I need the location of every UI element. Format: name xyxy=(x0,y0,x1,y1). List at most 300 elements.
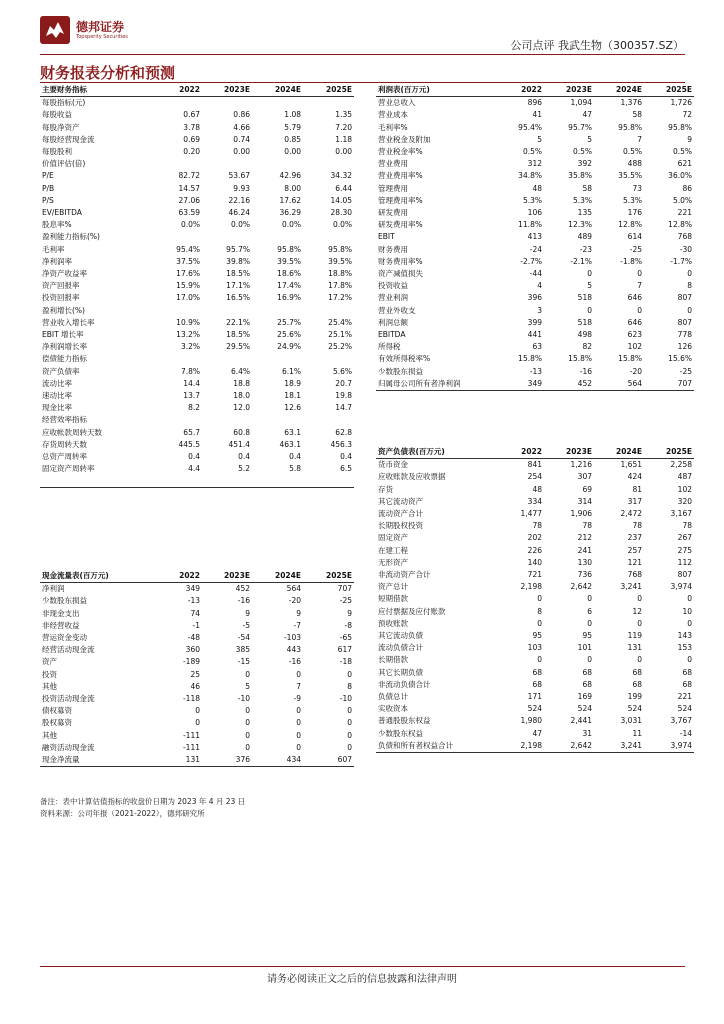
table-row xyxy=(40,717,354,729)
table-row xyxy=(40,305,354,317)
value-cell: 103 xyxy=(527,643,542,653)
value-cell: 5.3% xyxy=(622,195,642,205)
header-cell: 2025E xyxy=(303,570,354,583)
header-cell: 2023E xyxy=(202,84,252,97)
value-cell: -111 xyxy=(182,742,200,752)
value-cell: 15.8% xyxy=(618,354,642,364)
value-cell: 68 xyxy=(532,667,542,677)
table-row xyxy=(376,703,694,715)
value-cell: 5.2 xyxy=(238,464,250,474)
row-label: 实收资本 xyxy=(378,704,408,714)
value-cell: 68 xyxy=(632,679,642,689)
value-cell: 564 xyxy=(594,378,644,391)
value-cell: 12.0 xyxy=(233,403,250,413)
table-row xyxy=(40,378,354,390)
header-cell: 资产负债表(百万元) xyxy=(376,446,494,459)
value-cell xyxy=(202,97,252,110)
main-indicators-table xyxy=(40,84,354,488)
value-cell xyxy=(303,158,354,170)
value-cell: 17.6% xyxy=(176,269,200,279)
value-cell: 48 xyxy=(532,183,542,193)
value-cell: -1.8% xyxy=(620,256,642,266)
value-cell xyxy=(252,353,303,365)
value-cell: 0 xyxy=(687,618,692,628)
value-cell: 614 xyxy=(627,232,642,242)
table-row xyxy=(40,705,354,717)
value-cell: 221 xyxy=(677,692,692,702)
value-cell: 0 xyxy=(296,669,301,679)
table-row xyxy=(40,268,354,280)
value-cell: -15 xyxy=(237,657,250,667)
value-cell: 317 xyxy=(627,496,642,506)
value-cell: 5.8 xyxy=(289,464,301,474)
header-cell: 2024E xyxy=(594,446,644,459)
value-cell: 452 xyxy=(235,584,250,594)
value-cell: 1,216 xyxy=(570,460,592,470)
value-cell: 36.29 xyxy=(279,208,301,218)
value-cell: 0 xyxy=(245,718,250,728)
row-label: EBIT xyxy=(378,232,395,242)
value-cell: 95.8% xyxy=(328,244,352,254)
value-cell: 63 xyxy=(532,342,542,352)
table-row xyxy=(40,122,354,134)
row-label: 少数股东损益 xyxy=(42,596,87,606)
value-cell xyxy=(152,97,202,110)
report-header xyxy=(510,37,684,53)
value-cell: 131 xyxy=(152,754,202,767)
value-cell: 1,094 xyxy=(570,98,592,108)
value-cell: 131 xyxy=(627,643,642,653)
value-cell: 463.1 xyxy=(279,439,301,449)
row-label: P/S xyxy=(42,195,54,205)
value-cell: 0.5% xyxy=(522,147,542,157)
value-cell: 0 xyxy=(296,706,301,716)
row-label: 归属母公司所有者净利润 xyxy=(376,378,494,391)
value-cell: -16 xyxy=(579,366,592,376)
value-cell xyxy=(202,158,252,170)
value-cell: 10.9% xyxy=(176,317,200,327)
value-cell: 488 xyxy=(627,159,642,169)
value-cell: 12.8% xyxy=(668,220,692,230)
row-label: 长期借款 xyxy=(378,655,408,665)
row-label: 预收账款 xyxy=(378,618,408,628)
value-cell: 396 xyxy=(527,293,542,303)
value-cell: 518 xyxy=(577,317,592,327)
value-cell: 22.16 xyxy=(228,195,250,205)
table-row xyxy=(376,557,694,569)
value-cell xyxy=(202,476,252,488)
row-label: 固定资产 xyxy=(378,533,408,543)
value-cell: 5.6% xyxy=(332,366,352,376)
value-cell: 2,642 xyxy=(570,582,592,592)
value-cell: 646 xyxy=(627,317,642,327)
value-cell: 254 xyxy=(527,472,542,482)
table-row xyxy=(376,134,694,146)
value-cell: 524 xyxy=(577,704,592,714)
row-label: 营业税金及附加 xyxy=(378,134,431,144)
value-cell: 18.0 xyxy=(233,391,250,401)
table-row xyxy=(376,581,694,593)
row-label: 投资收益 xyxy=(378,281,408,291)
value-cell: 0.0% xyxy=(281,220,301,230)
row-label: 速动比率 xyxy=(42,391,72,401)
value-cell: 31 xyxy=(582,728,592,738)
header-cell: 主要财务指标 xyxy=(40,84,152,97)
table-row xyxy=(40,109,354,121)
value-cell: 6.44 xyxy=(335,183,352,193)
table-row xyxy=(40,280,354,292)
row-label: 营业收入增长率 xyxy=(42,317,95,327)
value-cell: 12.3% xyxy=(568,220,592,230)
value-cell: 3,031 xyxy=(620,716,642,726)
value-cell: 12.8% xyxy=(618,220,642,230)
table-row xyxy=(40,656,354,668)
value-cell: 376 xyxy=(202,754,252,767)
value-cell: 778 xyxy=(677,330,692,340)
value-cell: 11.8% xyxy=(518,220,542,230)
value-cell: 86 xyxy=(682,183,692,193)
value-cell: 334 xyxy=(527,496,542,506)
table-row xyxy=(40,207,354,219)
value-cell: 441 xyxy=(527,330,542,340)
value-cell: 237 xyxy=(627,533,642,543)
row-label: 应付票据及应付账款 xyxy=(378,606,446,616)
table-row xyxy=(376,292,694,304)
value-cell: 9 xyxy=(245,608,250,618)
value-cell: 0 xyxy=(195,706,200,716)
value-cell: 314 xyxy=(577,496,592,506)
value-cell: 13.7 xyxy=(183,391,200,401)
value-cell: 18.6% xyxy=(277,269,301,279)
value-cell: -9 xyxy=(293,694,301,704)
value-cell: 15.6% xyxy=(668,354,692,364)
brand-name-en: Topsperity Securities xyxy=(76,34,128,40)
table-header-row xyxy=(376,84,694,97)
value-cell: 5 xyxy=(587,134,592,144)
value-cell: 9 xyxy=(347,608,352,618)
row-label: 现金比率 xyxy=(42,403,72,413)
table-row xyxy=(376,378,694,391)
value-cell: 68 xyxy=(582,679,592,689)
value-cell: -10 xyxy=(237,694,250,704)
value-cell: 199 xyxy=(627,692,642,702)
value-cell: 768 xyxy=(627,570,642,580)
table-row xyxy=(376,679,694,691)
header-cell: 2025E xyxy=(303,84,354,97)
report-type: 公司点评 xyxy=(510,39,555,52)
value-cell: 101 xyxy=(577,643,592,653)
value-cell: 25.1% xyxy=(328,330,352,340)
table-row xyxy=(40,583,354,596)
row-label: 应收帐款周转天数 xyxy=(42,427,102,437)
value-cell: 72 xyxy=(682,110,692,120)
value-cell: -1.7% xyxy=(670,256,692,266)
value-cell: 7 xyxy=(637,134,642,144)
table-row xyxy=(376,642,694,654)
value-cell: 46.24 xyxy=(228,208,250,218)
value-cell: 0.0% xyxy=(180,220,200,230)
value-cell: 0 xyxy=(347,718,352,728)
value-cell: 14.4 xyxy=(183,378,200,388)
row-label: 财务费用 xyxy=(378,244,408,254)
value-cell: -10 xyxy=(339,694,352,704)
table-header-row xyxy=(40,570,354,583)
table-row xyxy=(376,366,694,378)
value-cell: 0 xyxy=(587,618,592,628)
value-cell: 7.8% xyxy=(180,366,200,376)
value-cell: 169 xyxy=(577,692,592,702)
value-cell: 95.8% xyxy=(277,244,301,254)
value-cell: 0.00 xyxy=(233,147,250,157)
value-cell: -8 xyxy=(344,620,352,630)
value-cell: 68 xyxy=(532,679,542,689)
value-cell: -5 xyxy=(242,620,250,630)
row-label xyxy=(40,476,152,488)
value-cell xyxy=(152,476,202,488)
row-label: 净资产收益率 xyxy=(42,269,87,279)
row-label: 经营活动现金流 xyxy=(42,645,95,655)
row-label: 负债总计 xyxy=(378,692,408,702)
row-label: P/E xyxy=(42,171,54,181)
table-row xyxy=(40,644,354,656)
value-cell: 564 xyxy=(286,584,301,594)
value-cell xyxy=(303,414,354,426)
value-cell: 28.30 xyxy=(330,208,352,218)
value-cell xyxy=(152,414,202,426)
header-cell: 2023E xyxy=(202,570,252,583)
value-cell: 0.85 xyxy=(284,134,301,144)
section-title: 财务报表分析和预测 xyxy=(40,64,176,82)
row-label: 普通股股东权益 xyxy=(378,716,431,726)
value-cell: -2.7% xyxy=(520,256,542,266)
row-label: 资产回报率 xyxy=(42,281,80,291)
company-name: 我武生物（300357.SZ） xyxy=(557,39,684,52)
table-row xyxy=(376,183,694,195)
value-cell: -1 xyxy=(192,620,200,630)
value-cell: 617 xyxy=(337,645,352,655)
value-cell: 1.18 xyxy=(335,134,352,144)
table-row xyxy=(40,632,354,644)
value-cell: 434 xyxy=(252,754,303,767)
value-cell: 34.32 xyxy=(330,171,352,181)
value-cell: 841 xyxy=(527,460,542,470)
value-cell: 241 xyxy=(577,545,592,555)
table-row xyxy=(40,390,354,402)
value-cell: 424 xyxy=(627,472,642,482)
note-valuation-date: 备注：表中计算估值指标的收盘价日期为 2023 年 4 月 23 日 xyxy=(40,797,246,806)
row-label: 流动负债合计 xyxy=(378,643,423,653)
table-row xyxy=(376,569,694,581)
value-cell: 10 xyxy=(682,606,692,616)
value-cell: 78 xyxy=(532,521,542,531)
value-cell: 60.8 xyxy=(233,427,250,437)
value-cell: 27.06 xyxy=(178,195,200,205)
header-cell: 2024E xyxy=(252,570,303,583)
table-row xyxy=(376,158,694,170)
value-cell: 15.9% xyxy=(176,281,200,291)
row-label: 在建工程 xyxy=(378,545,408,555)
table-row xyxy=(376,122,694,134)
table-row xyxy=(376,219,694,231)
row-label: 毛利率 xyxy=(42,244,65,254)
value-cell: 65.7 xyxy=(183,427,200,437)
header-cell: 2022 xyxy=(152,570,202,583)
table-row xyxy=(376,691,694,703)
value-cell: 14.05 xyxy=(330,195,352,205)
value-cell: 58 xyxy=(632,110,642,120)
value-cell xyxy=(303,305,354,317)
value-cell: 0 xyxy=(637,269,642,279)
value-cell xyxy=(152,231,202,243)
value-cell: 0 xyxy=(687,594,692,604)
value-cell: 7 xyxy=(296,681,301,691)
row-label: 资产负债率 xyxy=(42,366,80,376)
table-row xyxy=(40,620,354,632)
value-cell: 0.4 xyxy=(340,452,352,462)
value-cell: 16.5% xyxy=(226,293,250,303)
value-cell: 14.7 xyxy=(335,403,352,413)
value-cell: 8.2 xyxy=(188,403,200,413)
table-row xyxy=(376,305,694,317)
value-cell: 42.96 xyxy=(279,171,301,181)
value-cell: 0.0% xyxy=(332,220,352,230)
value-cell: 78 xyxy=(632,521,642,531)
row-label: 营业总收入 xyxy=(378,98,416,108)
value-cell: 171 xyxy=(527,692,542,702)
row-label: 投资活动现金流 xyxy=(42,694,95,704)
row-label: 短期借款 xyxy=(378,594,408,604)
table-header-row xyxy=(40,84,354,97)
value-cell: 17.62 xyxy=(279,195,301,205)
value-cell: 0.67 xyxy=(183,110,200,120)
value-cell: 320 xyxy=(677,496,692,506)
value-cell: 413 xyxy=(527,232,542,242)
table-row xyxy=(376,484,694,496)
value-cell xyxy=(252,476,303,488)
table-row xyxy=(376,329,694,341)
table-row xyxy=(40,427,354,439)
value-cell xyxy=(252,231,303,243)
value-cell: 6.5 xyxy=(340,464,352,474)
value-cell: 39.5% xyxy=(277,256,301,266)
value-cell: 46 xyxy=(190,681,200,691)
value-cell: 0 xyxy=(347,706,352,716)
value-cell: 8.00 xyxy=(284,183,301,193)
value-cell: -24 xyxy=(529,244,542,254)
value-cell: 62.8 xyxy=(335,427,352,437)
value-cell: 736 xyxy=(577,570,592,580)
table-row xyxy=(376,195,694,207)
value-cell: 487 xyxy=(677,472,692,482)
header-cell: 2024E xyxy=(594,84,644,97)
value-cell: 0 xyxy=(687,269,692,279)
value-cell: 5.3% xyxy=(572,195,592,205)
value-cell: 768 xyxy=(677,232,692,242)
value-cell: 0.4 xyxy=(238,452,250,462)
value-cell: 0 xyxy=(245,730,250,740)
row-label: 融资活动现金流 xyxy=(42,742,95,752)
value-cell: 4.66 xyxy=(233,122,250,132)
value-cell: 22.1% xyxy=(226,317,250,327)
value-cell: 226 xyxy=(527,545,542,555)
table-row xyxy=(40,754,354,767)
value-cell: 6 xyxy=(587,606,592,616)
value-cell: 47 xyxy=(582,110,592,120)
value-cell: 18.8 xyxy=(233,378,250,388)
value-cell: 17.4% xyxy=(277,281,301,291)
value-cell: 3,241 xyxy=(620,582,642,592)
row-label: 其他 xyxy=(42,730,57,740)
table-row xyxy=(376,256,694,268)
value-cell: 153 xyxy=(677,643,692,653)
table-row xyxy=(376,459,694,472)
table-row xyxy=(376,97,694,110)
table-row xyxy=(40,146,354,158)
value-cell: 0 xyxy=(195,718,200,728)
row-label: EV/EBITDA xyxy=(42,208,82,218)
value-cell: 19.8 xyxy=(335,391,352,401)
row-label: 营业费用 xyxy=(378,159,408,169)
row-label: 利润总额 xyxy=(378,317,408,327)
value-cell: 58 xyxy=(582,183,592,193)
row-label: 所得税 xyxy=(378,342,401,352)
table-row xyxy=(40,231,354,243)
value-cell: 3,974 xyxy=(644,740,694,753)
row-label: 净利润增长率 xyxy=(42,342,87,352)
value-cell: 0 xyxy=(687,305,692,315)
table-row xyxy=(376,146,694,158)
row-label: 价值评估(倍) xyxy=(42,159,86,169)
row-label: 现金净流量 xyxy=(40,754,152,767)
value-cell: 524 xyxy=(627,704,642,714)
value-cell: 0 xyxy=(296,718,301,728)
value-cell: 0 xyxy=(347,730,352,740)
value-cell: 95.4% xyxy=(176,244,200,254)
income-statement-table xyxy=(376,84,694,391)
row-label: 营业费用率% xyxy=(378,171,423,181)
value-cell: -14 xyxy=(679,728,692,738)
table-row xyxy=(376,545,694,557)
value-cell: 312 xyxy=(527,159,542,169)
value-cell: 3.78 xyxy=(183,122,200,132)
value-cell: 143 xyxy=(677,631,692,641)
row-label: 研发费用 xyxy=(378,208,408,218)
value-cell: 0.5% xyxy=(572,147,592,157)
table-row xyxy=(376,280,694,292)
header-cell: 2023E xyxy=(544,446,594,459)
row-label: 营业外收支 xyxy=(378,305,416,315)
value-cell: 3.2% xyxy=(180,342,200,352)
value-cell: 307 xyxy=(577,472,592,482)
legal-footer: 请务必阅读正文之后的信息披露和法律声明 xyxy=(267,974,457,985)
table-row xyxy=(376,520,694,532)
balance-sheet-table xyxy=(376,446,694,753)
value-cell: 0 xyxy=(296,742,301,752)
value-cell: 126 xyxy=(677,342,692,352)
value-cell: 349 xyxy=(494,378,544,391)
value-cell: 0 xyxy=(537,618,542,628)
value-cell: 15.8% xyxy=(518,354,542,364)
value-cell xyxy=(303,231,354,243)
value-cell: -111 xyxy=(182,730,200,740)
table-row xyxy=(376,593,694,605)
row-label: 存货周转天数 xyxy=(42,439,87,449)
table-row xyxy=(40,669,354,681)
value-cell: 896 xyxy=(527,98,542,108)
value-cell: -48 xyxy=(187,633,200,643)
row-label: EBIT 增长率 xyxy=(42,330,84,340)
value-cell: 518 xyxy=(577,293,592,303)
